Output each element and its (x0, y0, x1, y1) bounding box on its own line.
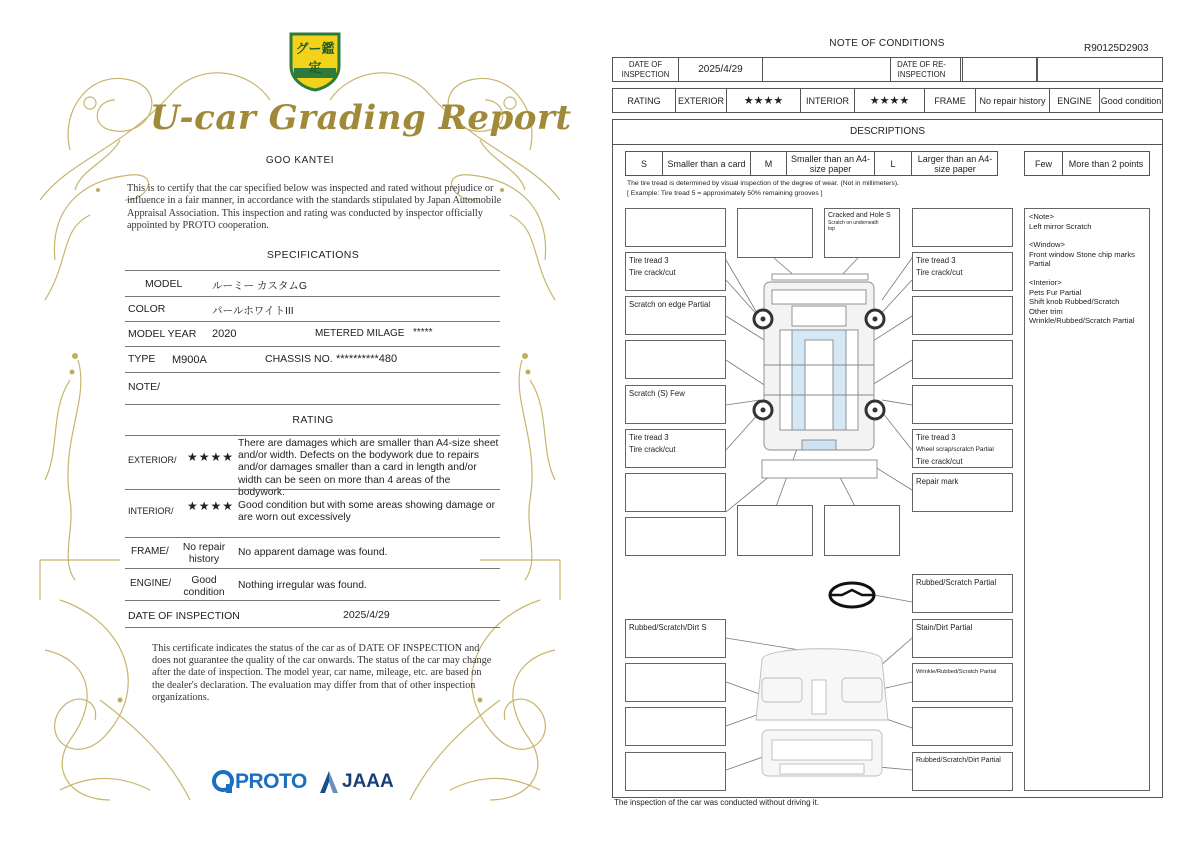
note-item: Pets Fur Partial (1029, 287, 1082, 297)
certificate-title: U-car Grading Report (150, 98, 572, 138)
legend-m-text: Smaller than an A4-size paper (787, 152, 875, 175)
type-value: M900A (172, 354, 207, 366)
chassis-label: CHASSIS NO. (265, 353, 333, 365)
desc-text: Wrinkle/Rubbed/Scratch Partial (916, 669, 997, 675)
interior-stars: ★★★★ (187, 499, 235, 513)
notes-heading: <Note> (1029, 212, 1054, 221)
window-heading: <Window> (1029, 240, 1065, 250)
desc-box-fr-tire (912, 252, 1013, 291)
frame-value: No repair history (976, 89, 1050, 112)
inspection-date-label: DATE OF INSPECTION (128, 610, 240, 622)
report-number: R90125D2903 (1084, 43, 1149, 54)
desc-text: Stain/Dirt Partial (916, 623, 973, 632)
divider (125, 435, 500, 436)
frame-description: No apparent damage was found. (238, 547, 388, 558)
engine-description: Nothing irregular was found. (238, 580, 367, 591)
divider (125, 372, 500, 373)
desc-box-rl-tire (625, 429, 726, 468)
desc-box-front-right (912, 208, 1013, 247)
desc-box-left-rear (625, 473, 726, 512)
desc-box-left-door-2 (625, 385, 726, 424)
divider (125, 270, 500, 271)
desc-text: Tire tread 3 (629, 256, 669, 265)
desc-box-right-door-2 (912, 385, 1013, 424)
legend-m: M (751, 152, 787, 175)
interior-heading: <Interior> (1029, 277, 1062, 287)
engine-value: Good condition (183, 575, 225, 599)
divider (612, 144, 1163, 145)
rating-row (612, 88, 1163, 113)
desc-text: Scratch (S) Few (629, 389, 685, 398)
interior-label: INTERIOR/ (128, 506, 174, 516)
note-item: Wrinkle/Rubbed/Scratch Partial (1029, 316, 1135, 326)
empty-cell (763, 58, 891, 81)
desc-box-left-door-1 (625, 340, 726, 379)
desc-box-front-left (625, 208, 726, 247)
tread-note-2: [ Example: Tire tread 5 = approximately 50% remaining grooves ] (627, 190, 823, 197)
logo-text: グー鑑定 (295, 41, 335, 75)
engine-label: ENGINE (1050, 89, 1100, 112)
mileage-value: ***** (413, 327, 433, 338)
desc-text: Tire crack/cut (916, 457, 963, 466)
interior-label: INTERIOR (801, 89, 855, 112)
steering-wheel-icon (830, 583, 874, 607)
engine-label: ENGINE/ (130, 578, 172, 589)
sheet-footer: The inspection of the car was conducted without driving it. (614, 798, 819, 807)
desc-box-interior-left-2 (625, 663, 726, 702)
engine-value: Good condition (1100, 95, 1162, 106)
desc-text: Tire crack/cut (629, 445, 676, 454)
desc-text: top (828, 226, 835, 232)
divider (125, 537, 500, 538)
desc-box-interior-left-3 (625, 707, 726, 746)
desc-box-steering (912, 574, 1013, 613)
goo-kantei-logo (286, 30, 344, 92)
proto-text: PROTO (235, 770, 307, 793)
size-legend (625, 151, 998, 176)
desc-text: Rubbed/Scratch/Dirt Partial (916, 757, 1001, 764)
desc-text: Tire crack/cut (916, 268, 963, 277)
inspection-date-value: 2025/4/29 (343, 609, 390, 621)
interior-stars: ★★★★ (855, 89, 925, 112)
model-year-value: 2020 (212, 328, 237, 340)
frame-label: FRAME (925, 89, 976, 112)
date-row (612, 57, 1163, 82)
few-legend (1024, 151, 1150, 176)
exterior-label: EXTERIOR/ (128, 455, 177, 465)
legend-s: S (626, 152, 663, 175)
date-of-inspection-label: DATE OF INSPECTION (613, 58, 679, 81)
desc-box-right-front (912, 296, 1013, 335)
mileage-label: METERED MILAGE (315, 328, 405, 339)
divider (125, 346, 500, 347)
frame-label: FRAME/ (131, 546, 169, 557)
desc-text: Scratch on edge Partial (629, 300, 711, 309)
model-year-label: MODEL YEAR (128, 328, 197, 340)
desc-text: Tire tread 3 (916, 256, 956, 265)
interior-description: Good condition but with some areas showing damage or are worn out excessively (238, 500, 495, 524)
desc-box-interior-right-1 (912, 619, 1013, 658)
desc-text: Rubbed/Scratch Partial (916, 578, 997, 587)
desc-text: Rubbed/Scratch/Dirt S (629, 623, 707, 632)
desc-box-interior-right-4 (912, 752, 1013, 791)
divider (125, 296, 500, 297)
rating-heading: RATING (292, 414, 334, 426)
desc-box-interior-left-1 (625, 619, 726, 658)
color-label: COLOR (128, 303, 166, 315)
desc-box-right-rear (912, 473, 1013, 512)
chassis-value: **********480 (336, 353, 398, 365)
model-value: ルーミー カスタムG (212, 280, 308, 292)
specifications-heading: SPECIFICATIONS (266, 249, 360, 261)
divider (125, 489, 500, 490)
certificate-disclaimer: This certificate indicates the status of the car as of DATE OF INSPECTION and does not guarantee the quality of the car onwards. The status of the car may change after the date of inspection. The model year, car name, mileage, etc. are based on the dealer's declaration. The evaluation may differ from that of other inspection organizations. (152, 643, 492, 703)
desc-box-rear-left (625, 517, 726, 556)
empty-cell (1037, 58, 1038, 81)
legend-few-text: More than 2 points (1068, 158, 1144, 169)
notes-panel (1024, 208, 1150, 791)
desc-box-right-door-1 (912, 340, 1013, 379)
divider (125, 600, 500, 601)
sheet-title: NOTE OF CONDITIONS (829, 38, 945, 49)
proto-logo (212, 770, 307, 794)
desc-text: Cracked and Hole S (828, 212, 891, 219)
exterior-description: There are damages which are smaller than A4-size sheet and/or width. Defects on the bodywork due to repairs and/or damages smaller than a card in length and/or width can be seen on more than 4 areas of the bodywork. (238, 438, 499, 498)
desc-box-interior-left-4 (625, 752, 726, 791)
exterior-stars: ★★★★ (187, 450, 235, 464)
desc-box-interior-right-3 (912, 707, 1013, 746)
certificate-subtitle: GOO KANTEI (265, 155, 335, 166)
jaaa-text: JAAA (342, 771, 394, 792)
desc-box-front-center (737, 208, 813, 258)
note-item: Left mirror Scratch (1029, 221, 1092, 231)
certificate-intro: This is to certify that the car specified below was inspected and rated without prejudice or influence in a fair manner, in accordance with the standards stipulated by Japan Automobile Appraisal Association. This inspection and rating was conducted by inspector officially appointed by PROTO cooperation. (127, 183, 502, 232)
legend-l-text: Larger than an A4-size paper (917, 153, 993, 174)
desc-text: Scratch on underneath (828, 220, 879, 226)
desc-box-fl-tire (625, 252, 726, 291)
empty-cell (963, 58, 1037, 81)
desc-box-interior-right-2 (912, 663, 1013, 702)
exterior-label: EXTERIOR (676, 89, 727, 112)
jaaa-logo (318, 770, 394, 794)
date-of-reinspection-label: DATE OF RE-INSPECTION (881, 58, 963, 81)
desc-box-rear-center (737, 505, 813, 556)
note-item: Front window Stone chip marks Partial (1029, 249, 1135, 269)
frame-value: No repair history (182, 542, 226, 566)
divider (125, 404, 500, 405)
proto-mark-icon (212, 770, 234, 794)
rating-label: RATING (613, 89, 676, 112)
descriptions-heading: DESCRIPTIONS (849, 126, 925, 137)
legend-s-text: Smaller than a card (663, 152, 751, 175)
jaaa-mark-icon (318, 770, 340, 794)
date-of-inspection-value: 2025/4/29 (679, 58, 763, 81)
divider (125, 568, 500, 569)
desc-text: Tire crack/cut (629, 268, 676, 277)
note-item: Shift knob Rubbed/Scratch (1029, 297, 1120, 307)
tread-note-1: The tire tread is determined by visual inspection of the degree of wear. (Not in millimeters). (627, 180, 899, 187)
desc-text: Tire tread 3 (916, 433, 956, 442)
desc-box-rr-tire (912, 429, 1013, 468)
legend-l: L (875, 152, 912, 175)
desc-box-left-front (625, 296, 726, 335)
divider (125, 321, 500, 322)
type-label: TYPE (128, 353, 156, 365)
note-label: NOTE/ (128, 381, 161, 393)
desc-text: Wheel scrap/scratch Partial (916, 446, 994, 453)
legend-few: Few (1025, 152, 1063, 175)
note-item: Other trim (1029, 306, 1063, 316)
exterior-stars: ★★★★ (727, 89, 801, 112)
desc-text: Tire tread 3 (629, 433, 669, 442)
desc-box-rear-right (824, 505, 900, 556)
model-label: MODEL (145, 278, 183, 290)
color-value: パールホワイトIII (212, 305, 294, 317)
divider (125, 627, 500, 628)
desc-box-hood (824, 208, 900, 258)
desc-text: Repair mark (916, 477, 959, 486)
